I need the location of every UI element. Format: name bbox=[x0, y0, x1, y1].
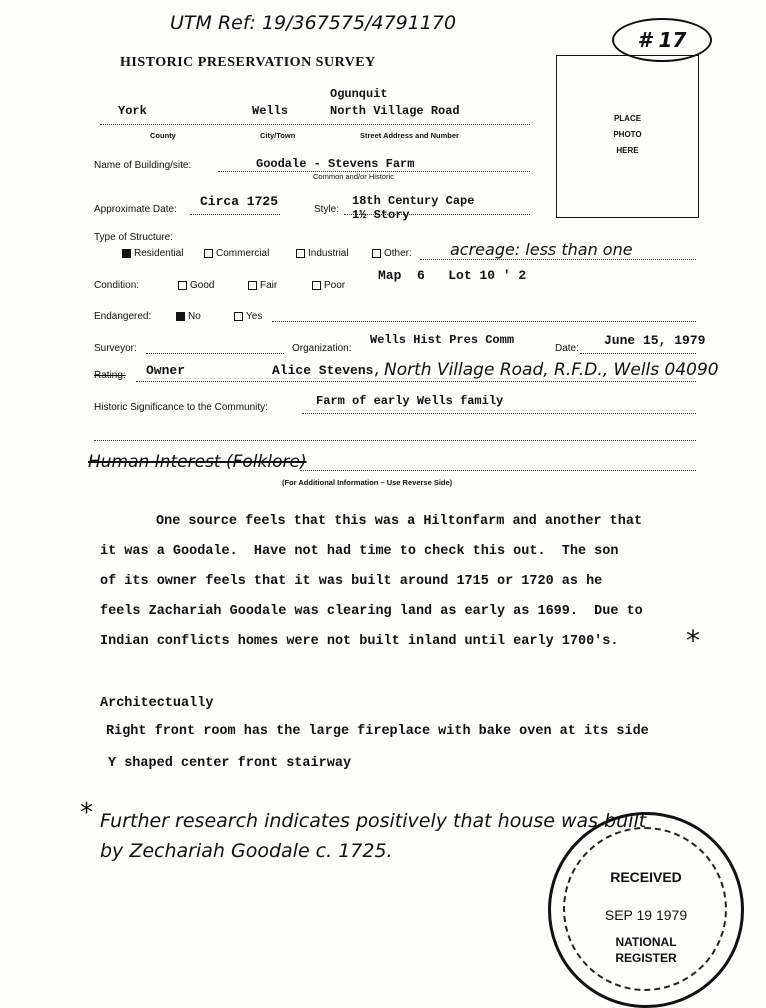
condition-option-fair[interactable] bbox=[248, 280, 277, 291]
architecture-heading: Architectually bbox=[100, 696, 214, 711]
photo-box-line3: HERE bbox=[616, 146, 639, 155]
structure-option-industrial[interactable] bbox=[296, 248, 349, 259]
organization-label: Organization: bbox=[292, 343, 352, 354]
narrative-line: feels Zachariah Goodale was clearing land as early as 1699. Due to bbox=[100, 604, 643, 619]
approx-date-label: Approximate Date: bbox=[94, 204, 177, 215]
endangered-option-yes[interactable] bbox=[234, 311, 262, 322]
stamp-line1: NATIONAL bbox=[615, 935, 677, 949]
survey-number-oval: # 17 bbox=[612, 18, 712, 62]
city-value: Wells bbox=[252, 104, 289, 118]
structure-option-label: Industrial bbox=[308, 248, 349, 259]
significance-value: Farm of early Wells family bbox=[316, 394, 504, 408]
building-label: Name of Building/site: bbox=[94, 160, 192, 171]
endangered-option-label: Yes bbox=[246, 311, 263, 322]
condition-option-good[interactable] bbox=[178, 280, 214, 291]
significance-label: Historic Significance to the Community: bbox=[94, 402, 268, 413]
checkbox-icon bbox=[204, 249, 213, 258]
date-label: Date: bbox=[555, 343, 579, 354]
endangered-option-label: No bbox=[188, 311, 201, 322]
checkbox-icon bbox=[234, 312, 243, 321]
structure-option-label: Residential bbox=[134, 248, 184, 259]
date-value: June 15, 1979 bbox=[604, 333, 706, 348]
owner-label: Owner bbox=[146, 363, 186, 378]
narrative-line: of its owner feels that it was built around 1715 or 1720 as he bbox=[100, 574, 603, 589]
stamp-line2: REGISTER bbox=[615, 951, 677, 965]
owner-address: North Village Road, R.F.D., Wells 04090 bbox=[384, 360, 719, 380]
structure-option-residential[interactable] bbox=[122, 248, 183, 259]
style-label: Style: bbox=[314, 204, 340, 215]
checkbox-icon bbox=[296, 249, 305, 258]
county-value: York bbox=[118, 104, 147, 118]
building-value: Goodale - Stevens Farm bbox=[256, 157, 415, 171]
photo-box bbox=[556, 55, 699, 218]
received-stamp bbox=[548, 812, 744, 1008]
style-value-line2: 1½ Story bbox=[352, 208, 410, 222]
structure-option-label: Other: bbox=[384, 248, 412, 259]
structure-option-other[interactable] bbox=[372, 248, 412, 259]
checkbox-icon bbox=[312, 281, 321, 290]
condition-option-label: Good bbox=[190, 280, 215, 291]
style-value-line1: 18th Century Cape bbox=[352, 194, 475, 208]
city-label: City/Town bbox=[260, 131, 296, 140]
architecture-line: Right front room has the large fireplace with bake oven at its side bbox=[106, 724, 649, 739]
street-label: Street Address and Number bbox=[360, 131, 459, 140]
human-interest-struck: Human Interest (Folklore) bbox=[88, 452, 307, 472]
photo-box-line1: PLACE bbox=[613, 114, 642, 123]
structure-other-value: acreage: less than one bbox=[450, 240, 633, 259]
endangered-label: Endangered: bbox=[94, 311, 152, 322]
condition-option-label: Fair bbox=[260, 280, 278, 291]
narrative-line: One source feels that this was a Hiltonfarm and another that bbox=[156, 514, 643, 529]
checkbox-checked-icon bbox=[122, 249, 131, 258]
stamp-date: SEP 19 1979 bbox=[604, 907, 688, 923]
photo-box-line2: PHOTO bbox=[613, 130, 642, 139]
checkbox-checked-icon bbox=[176, 312, 185, 321]
street-line1: Ogunquit bbox=[330, 87, 388, 101]
map-lot: Map 6 Lot 10 ' 2 bbox=[378, 268, 527, 283]
street-line2: North Village Road bbox=[330, 104, 460, 118]
condition-label: Condition: bbox=[94, 280, 140, 291]
building-sublabel: Common and/or Historic bbox=[313, 172, 394, 181]
architecture-line: Y shaped center front stairway bbox=[108, 756, 352, 771]
narrative-line: it was a Goodale. Have not had time to check this out. The son bbox=[100, 544, 619, 559]
rating-label-struck: Rating: bbox=[94, 370, 126, 381]
stamp-received: RECEIVED bbox=[610, 869, 682, 885]
checkbox-icon bbox=[178, 281, 187, 290]
surveyor-label: Surveyor: bbox=[94, 343, 137, 354]
approx-date-value: Circa 1725 bbox=[200, 194, 279, 209]
reverse-side-note: (For Additional Information – Use Reverse Side) bbox=[282, 478, 453, 487]
footnote-star: * bbox=[80, 798, 93, 828]
organization-value: Wells Hist Pres Comm bbox=[370, 333, 515, 347]
asterisk-mark: * bbox=[686, 624, 700, 657]
owner-name: Alice Stevens, bbox=[272, 363, 382, 378]
checkbox-icon bbox=[248, 281, 257, 290]
checkbox-icon bbox=[372, 249, 381, 258]
narrative-line: Indian conflicts homes were not built inland until early 1700's. bbox=[100, 634, 619, 649]
condition-option-poor[interactable] bbox=[312, 280, 345, 291]
structure-option-label: Commercial bbox=[216, 248, 270, 259]
footnote-line1: Further research indicates positively that house was built bbox=[100, 810, 647, 832]
form-title: HISTORIC PRESERVATION SURVEY bbox=[120, 55, 376, 70]
footnote-line2: by Zechariah Goodale c. 1725. bbox=[100, 840, 393, 862]
condition-option-label: Poor bbox=[324, 280, 346, 291]
utm-reference: UTM Ref: 19/367575/4791170 bbox=[170, 12, 457, 34]
structure-option-commercial[interactable] bbox=[204, 248, 269, 259]
county-label: County bbox=[150, 131, 176, 140]
structure-label: Type of Structure: bbox=[94, 232, 173, 243]
endangered-option-no[interactable] bbox=[176, 311, 201, 322]
